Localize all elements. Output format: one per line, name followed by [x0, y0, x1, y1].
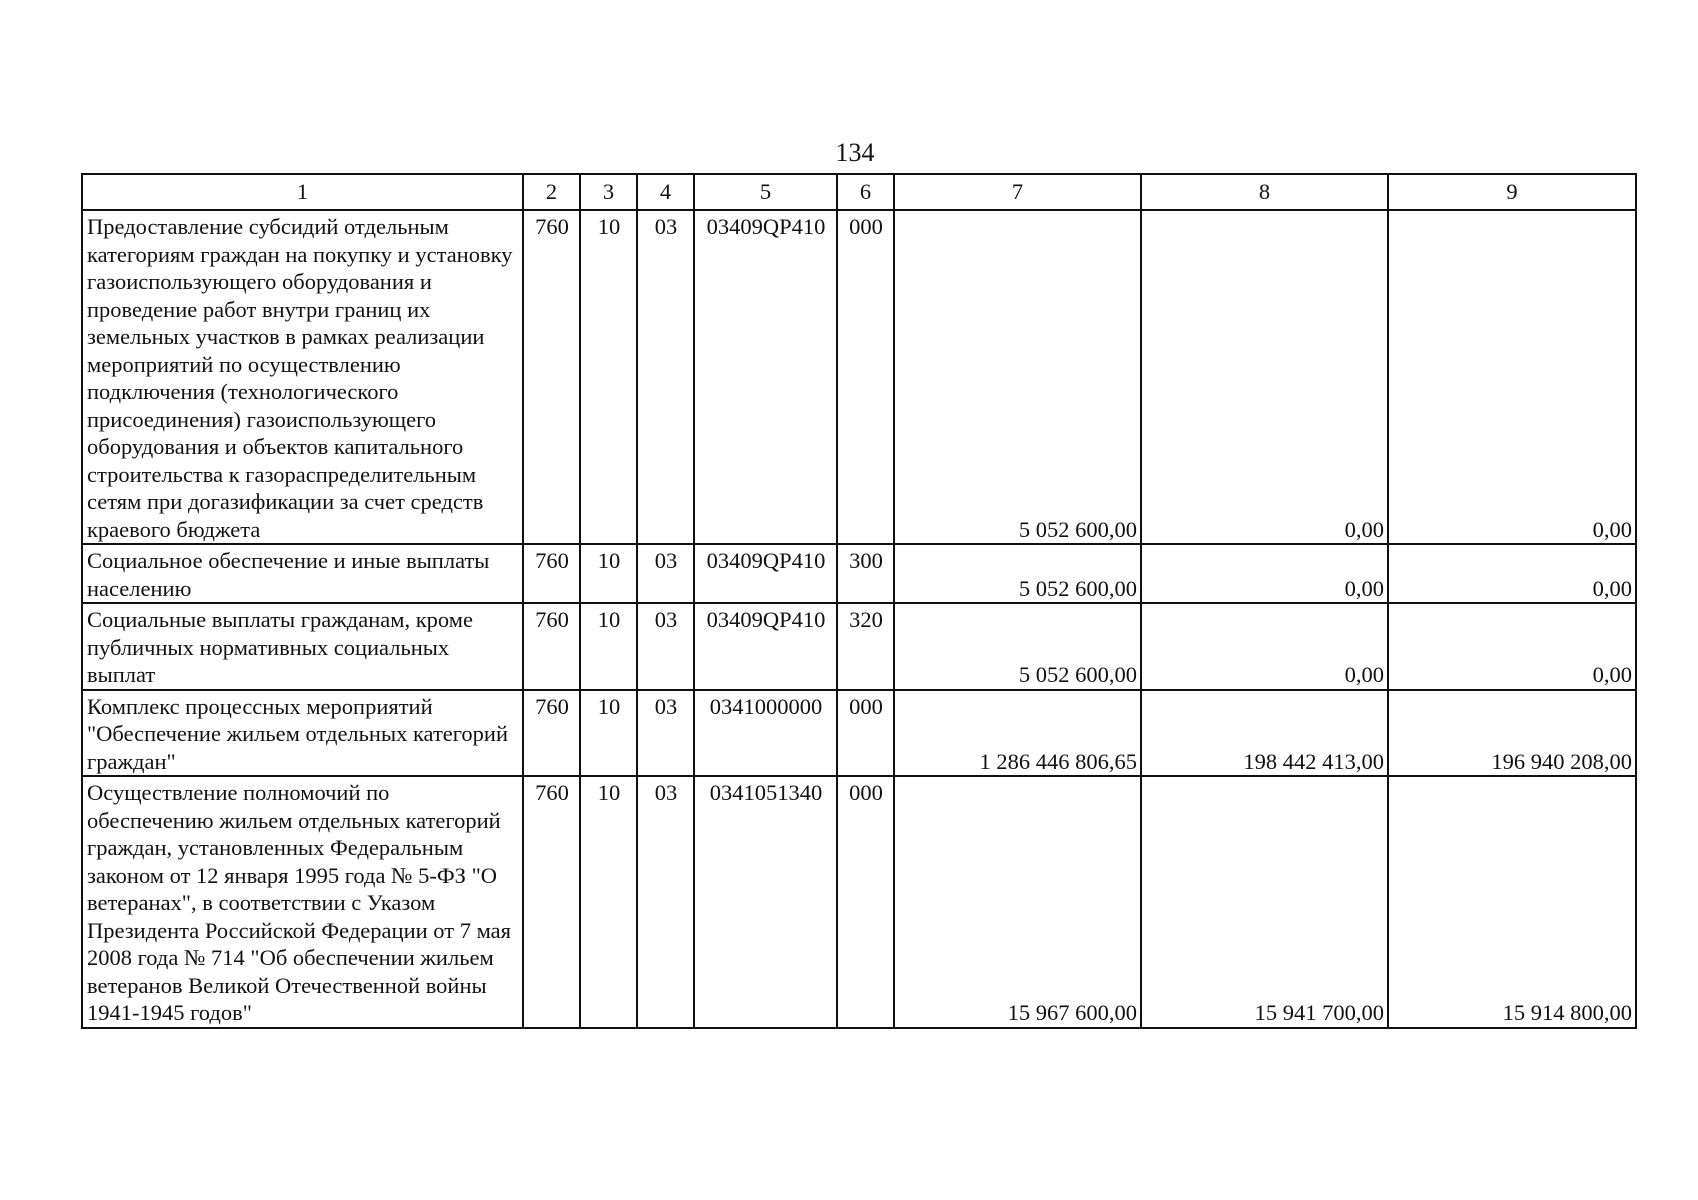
row-code-3: 10: [580, 603, 637, 690]
row-name: Осуществление полномочий по обеспечению жильем отдельных категорий граждан, установленных Федеральным законом от 12 января 1995 года № 5-ФЗ "О ветеранах", в соответствии с Указом Президента Российской Федерации от 7 мая 2008 года № 714 "Об обеспечении жильем ветеранов Великой Отечественной войны 1941-1945 годов": [82, 776, 523, 1028]
row-amount-7: 5 052 600,00: [894, 210, 1141, 544]
table-row: [82, 603, 1636, 690]
row-code-4: 03: [637, 603, 694, 690]
row-amount-7: 5 052 600,00: [894, 544, 1141, 603]
row-amount-8: 0,00: [1141, 544, 1388, 603]
row-code-4: 03: [637, 690, 694, 777]
row-code-3: 10: [580, 690, 637, 777]
row-code-6: 000: [837, 210, 894, 544]
row-code-2: 760: [523, 544, 580, 603]
row-code-2: 760: [523, 210, 580, 544]
budget-table: [81, 173, 1637, 1029]
column-header-8: 8: [1141, 174, 1388, 210]
row-code-5: 0341000000: [694, 690, 837, 777]
column-header-3: 3: [580, 174, 637, 210]
row-name: Социальные выплаты гражданам, кроме публичных нормативных социальных выплат: [82, 603, 523, 690]
row-code-3: 10: [580, 544, 637, 603]
column-header-5: 5: [694, 174, 837, 210]
row-code-6: 000: [837, 690, 894, 777]
table-row: [82, 210, 1636, 544]
row-amount-8: 0,00: [1141, 603, 1388, 690]
row-code-5: 03409QP410: [694, 544, 837, 603]
row-code-6: 320: [837, 603, 894, 690]
row-code-2: 760: [523, 603, 580, 690]
row-code-2: 760: [523, 690, 580, 777]
row-code-5: 0341051340: [694, 776, 837, 1028]
row-amount-9: 0,00: [1388, 544, 1636, 603]
column-header-2: 2: [523, 174, 580, 210]
column-header-4: 4: [637, 174, 694, 210]
row-code-5: 03409QP410: [694, 210, 837, 544]
column-header-1: 1: [82, 174, 523, 210]
table-header-row: [82, 174, 1636, 210]
row-amount-8: 15 941 700,00: [1141, 776, 1388, 1028]
row-code-5: 03409QP410: [694, 603, 837, 690]
row-amount-9: 0,00: [1388, 603, 1636, 690]
row-code-2: 760: [523, 776, 580, 1028]
row-code-6: 300: [837, 544, 894, 603]
row-amount-8: 0,00: [1141, 210, 1388, 544]
row-name: Предоставление субсидий отдельным категориям граждан на покупку и установку газоиспользующего оборудования и проведение работ внутри границ их земельных участков в рамках реализации мероприятий по осуществлению подключения (технологического присоединения) газоиспользующего оборудования и объектов капитального строительства к газораспределительным сетям при догазификации за счет средств краевого бюджета: [82, 210, 523, 544]
page-number: 134: [835, 138, 875, 167]
column-header-6: 6: [837, 174, 894, 210]
row-code-4: 03: [637, 776, 694, 1028]
table-row: [82, 776, 1636, 1028]
row-amount-7: 1 286 446 806,65: [894, 690, 1141, 777]
row-name: Комплекс процессных мероприятий "Обеспечение жильем отдельных категорий граждан": [82, 690, 523, 777]
row-code-4: 03: [637, 544, 694, 603]
table-row: [82, 544, 1636, 603]
row-code-3: 10: [580, 776, 637, 1028]
row-amount-9: 0,00: [1388, 210, 1636, 544]
row-amount-9: 196 940 208,00: [1388, 690, 1636, 777]
row-code-3: 10: [580, 210, 637, 544]
row-code-6: 000: [837, 776, 894, 1028]
row-amount-7: 5 052 600,00: [894, 603, 1141, 690]
column-header-9: 9: [1388, 174, 1636, 210]
row-code-4: 03: [637, 210, 694, 544]
column-header-7: 7: [894, 174, 1141, 210]
row-amount-7: 15 967 600,00: [894, 776, 1141, 1028]
row-amount-8: 198 442 413,00: [1141, 690, 1388, 777]
table-row: [82, 690, 1636, 777]
row-amount-9: 15 914 800,00: [1388, 776, 1636, 1028]
row-name: Социальное обеспечение и иные выплаты населению: [82, 544, 523, 603]
